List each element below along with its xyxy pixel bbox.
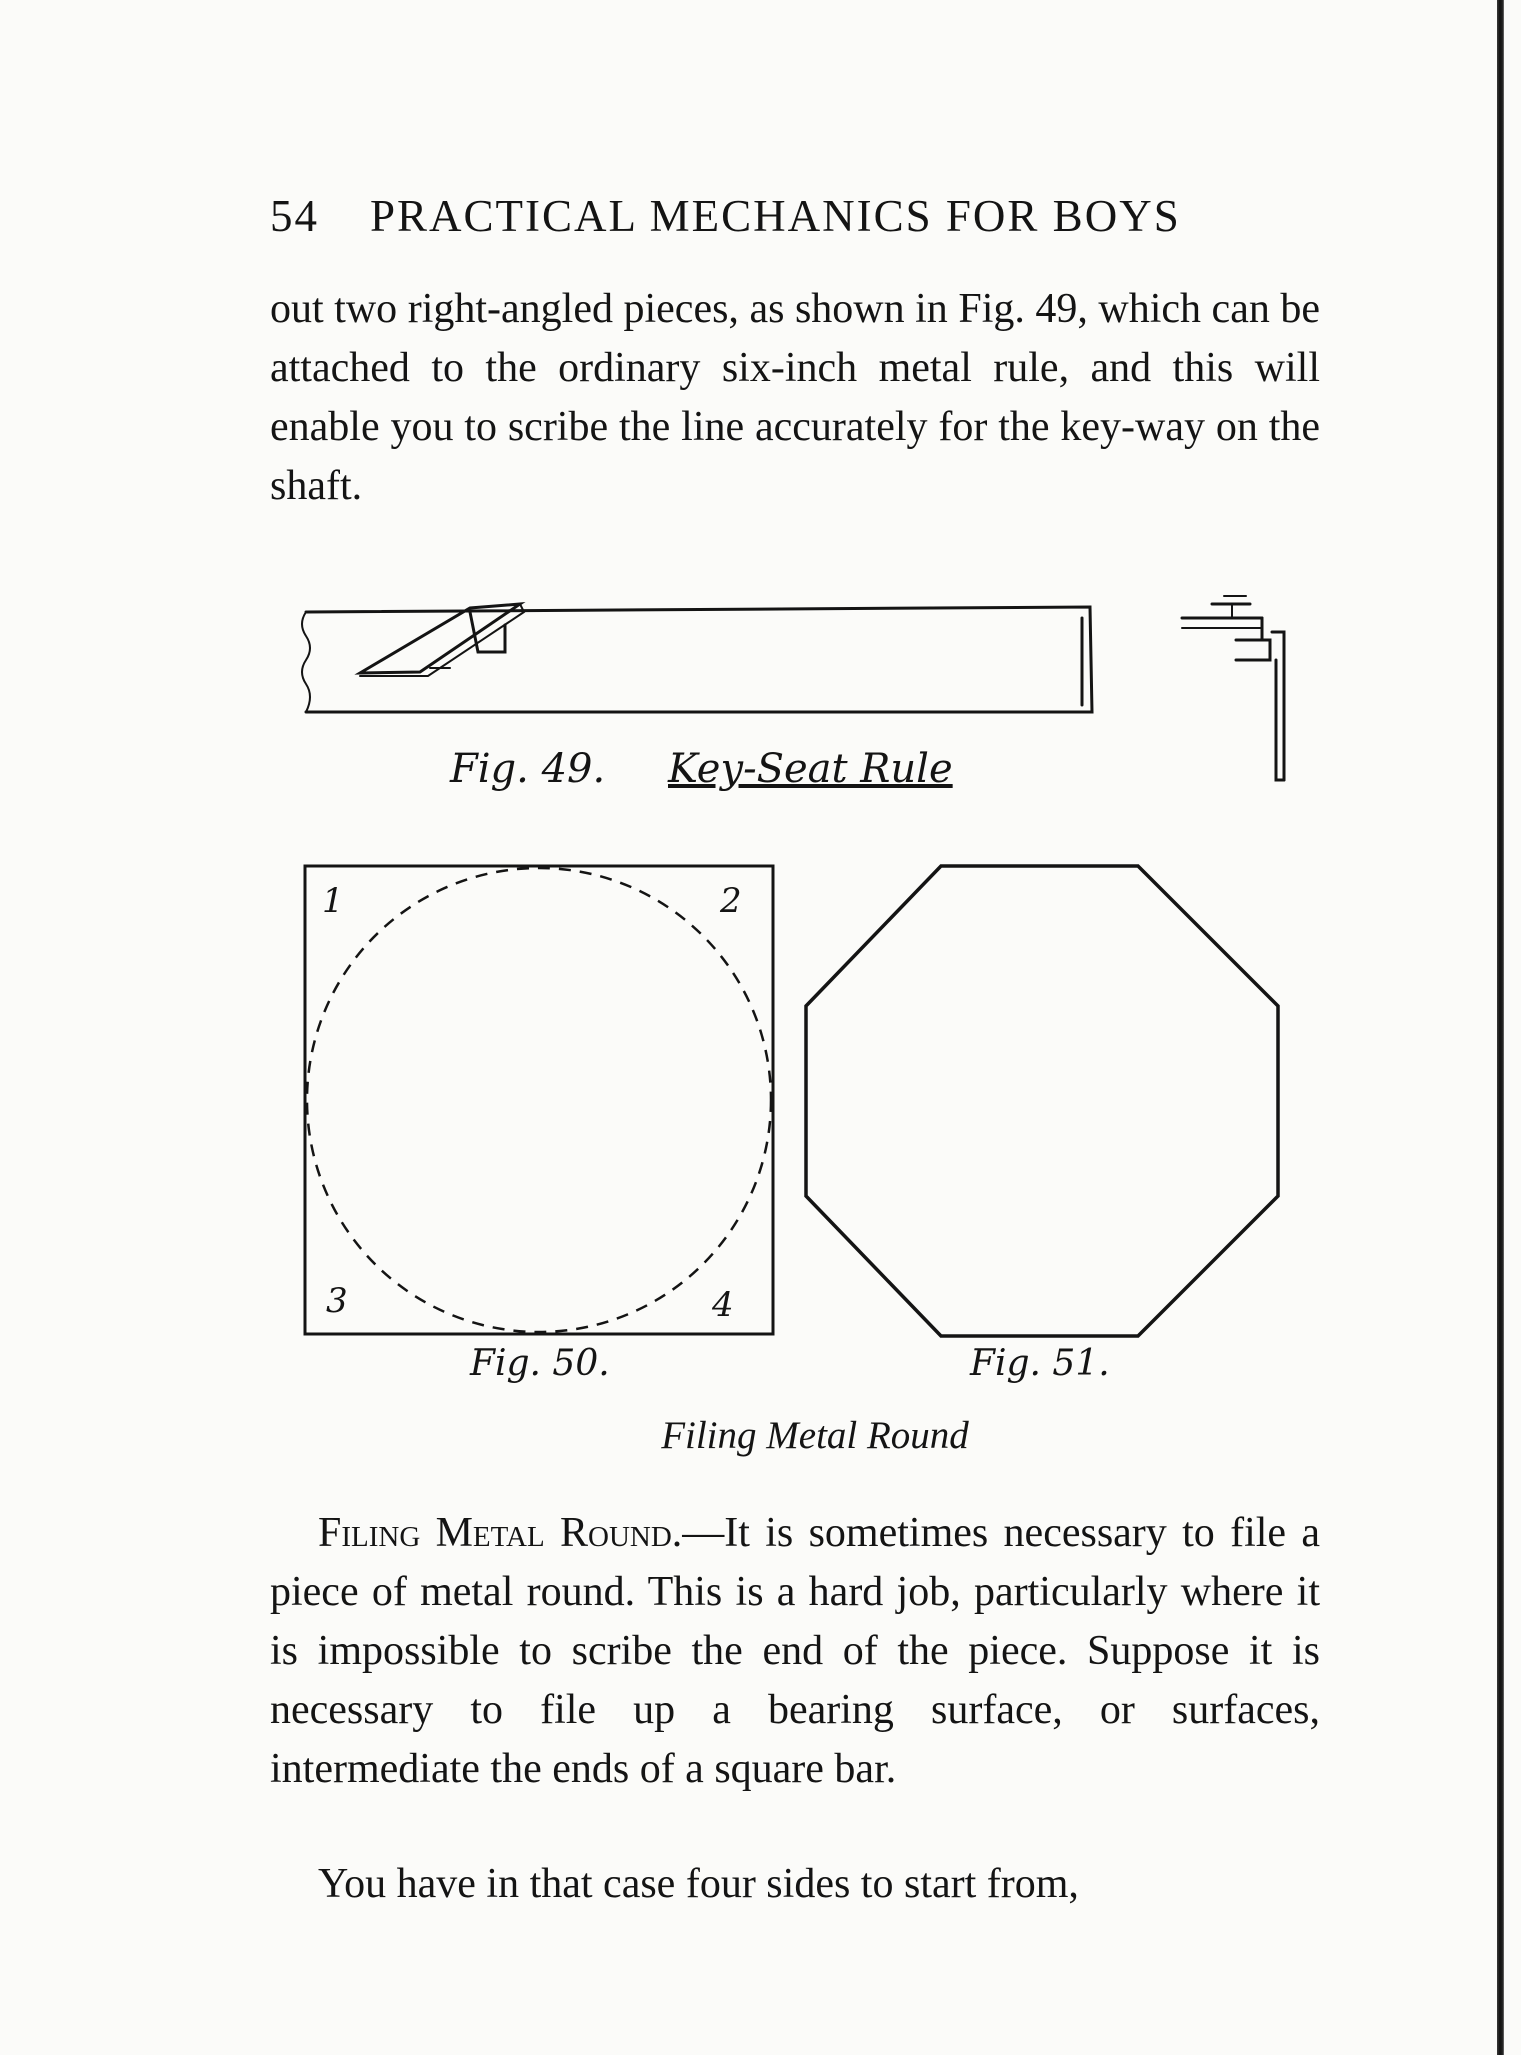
figure-caption: Filing Metal Round xyxy=(661,1414,969,1457)
fig49-rule-drawing xyxy=(302,604,1092,712)
fig49-title: Key-Seat Rule xyxy=(668,746,953,792)
fig50-corner-4: 4 xyxy=(712,1285,734,1325)
running-title: PRACTICAL MECHANICS FOR BOYS xyxy=(370,191,1181,241)
fig49-label: Fig. 49. xyxy=(450,746,606,792)
fig50-corner-3: 3 xyxy=(326,1281,348,1321)
fig50-dashed-circle xyxy=(307,868,771,1332)
paragraph-3: You have in that case four sides to start from, xyxy=(318,1861,1079,1907)
fig51-octagon xyxy=(806,866,1278,1336)
fig50-corner-1: 1 xyxy=(322,881,344,921)
fig50-corner-2: 2 xyxy=(720,881,742,921)
fig51-label: Fig. 51. xyxy=(970,1343,1110,1384)
fig49-clamp-drawing xyxy=(1182,596,1284,780)
paragraph-2 xyxy=(270,1504,1320,1799)
paragraph-2-body: —It is sometimes necessary to file a piece of metal round. This is a hard job, particularly where it is impossible to scribe the end of the piece. Suppose it is necessary to file up a bearing surface, or surfaces, intermediate the ends of a square bar. xyxy=(270,1510,1320,1792)
section-heading: Filing Metal Round. xyxy=(318,1510,683,1556)
fig50-label: Fig. 50. xyxy=(470,1343,610,1384)
page-number: 54 xyxy=(270,191,319,241)
paragraph-1: out two right-angled pieces, as shown in Fig. 49, which can be attached to the ordinary six-inch metal rule, and this will enable you to scribe the line accurately for the key-way on the shaft. xyxy=(270,286,1320,509)
